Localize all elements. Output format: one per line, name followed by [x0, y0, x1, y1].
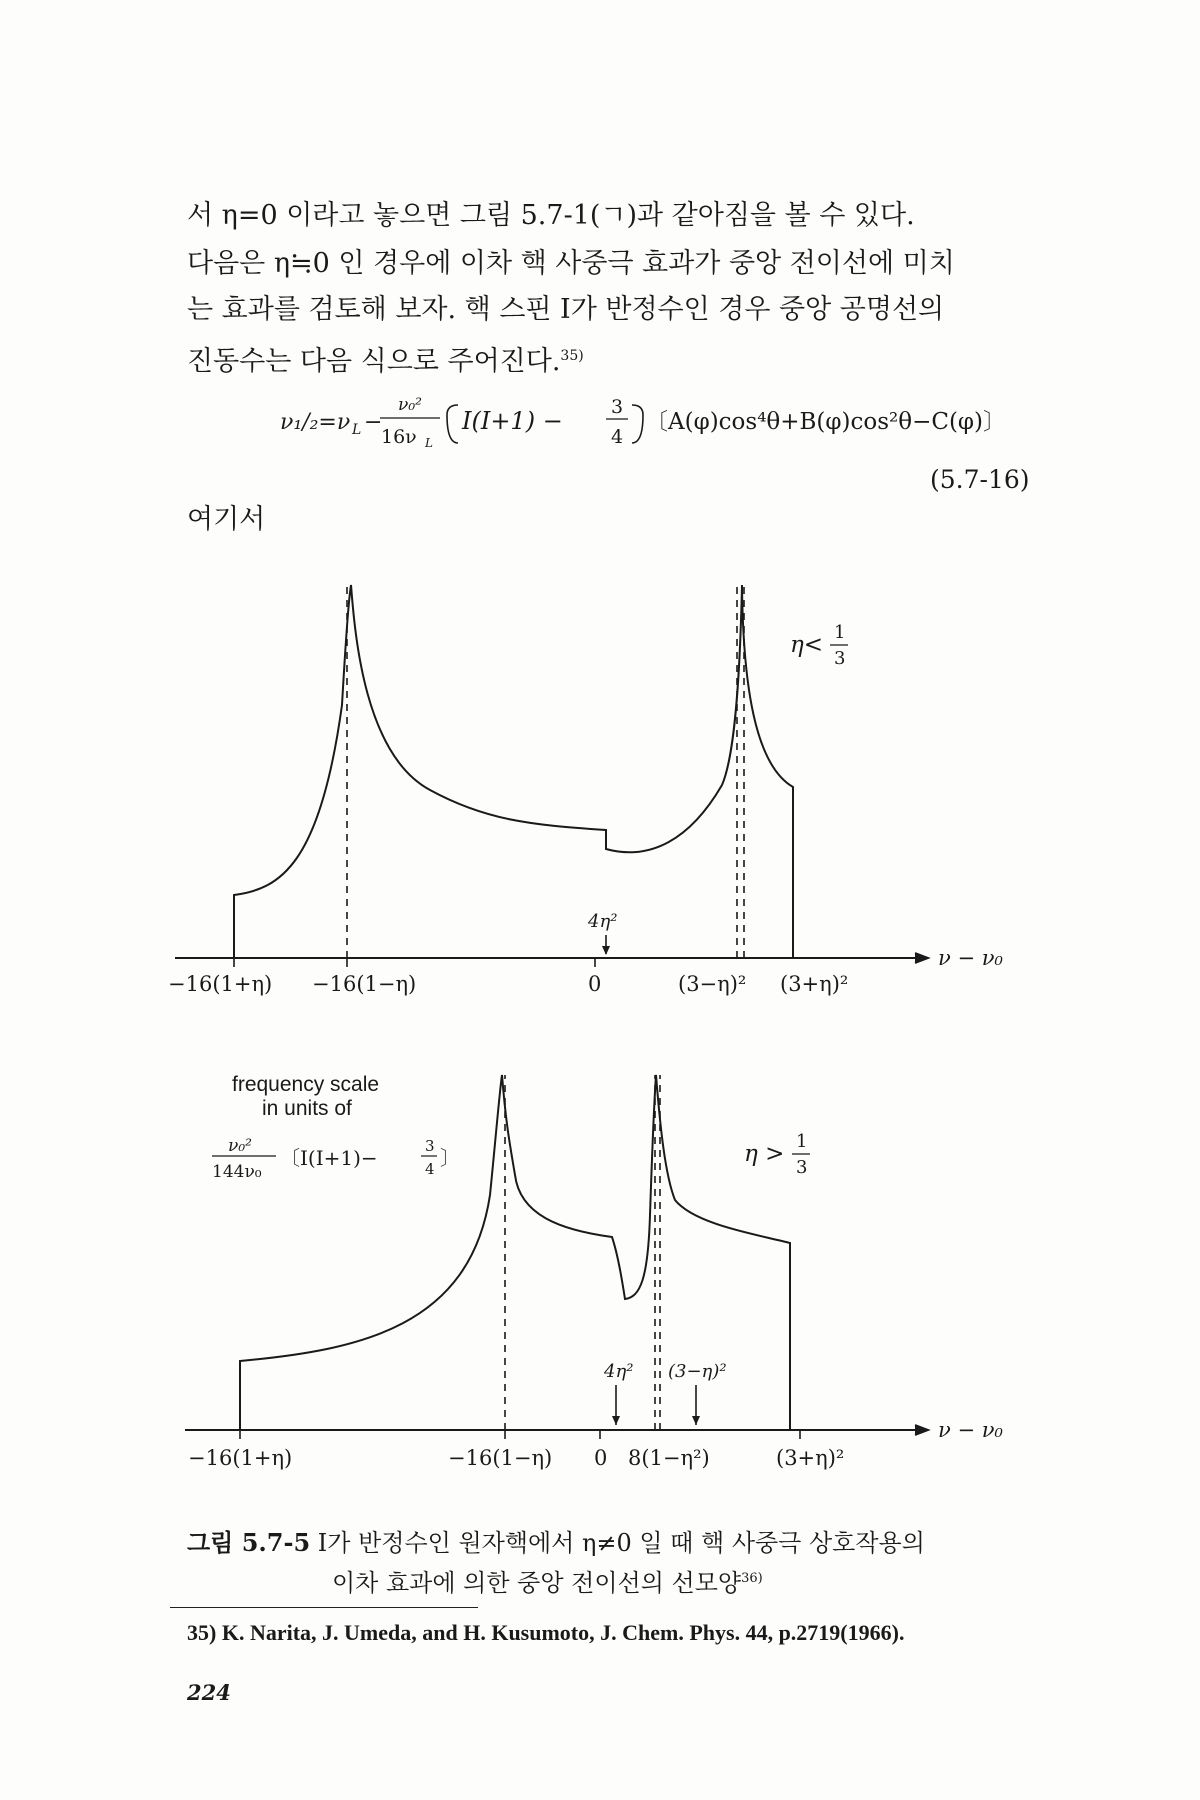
figure-bottom-annotation-0: 4η²: [604, 1361, 634, 1382]
figure-bottom-scale-close: 〕: [440, 1146, 460, 1170]
figure-bottom: [0, 1065, 1200, 1480]
equation-frac2-num: 3: [611, 396, 624, 418]
footnote-divider: [170, 1607, 478, 1608]
equation: [0, 385, 1200, 460]
figure-bottom-cond-den: 3: [796, 1157, 808, 1178]
caption-line-2-wrap: [187, 1561, 925, 1601]
equation-frac-num: ν₀²: [398, 395, 422, 415]
caption-label: 그림 5.7-5: [187, 1528, 311, 1557]
figure-bottom-tick-label-2: 0: [594, 1446, 608, 1470]
section-label: 여기서: [187, 504, 266, 535]
equation-lhs-sub: L: [352, 422, 362, 438]
caption-line-2: 이차 효과에 의한 중앙 전이선의 선모양: [332, 1569, 742, 1597]
figure-bottom-dashed-lines: [505, 1075, 660, 1430]
equation-lhs: ν₁/₂=ν: [280, 410, 351, 435]
equation-number: (5.7-16): [930, 465, 1030, 494]
figure-top-axis: [175, 953, 928, 963]
figure-top-tick-label-2: 0: [588, 972, 602, 996]
figure-top-annotation: 4η²: [588, 911, 618, 932]
figure-bottom-scale-num: ν₀²: [228, 1136, 252, 1156]
caption-line-1: I가 반정수인 원자핵에서 η≠0 일 때 핵 사중극 상호작용의: [317, 1529, 925, 1557]
figure-bottom-scale-den: 144ν₀: [212, 1162, 262, 1182]
equation-frac-den: 16ν: [381, 426, 417, 448]
figure-top-lineshape: [234, 585, 793, 958]
figure-top: [0, 575, 1200, 1005]
figure-bottom-scale-line2: in units of: [262, 1097, 352, 1120]
page-number: 224: [187, 1680, 231, 1705]
figure-caption: [187, 1525, 925, 1601]
figure-top-tick-label-1: −16(1−η): [312, 972, 417, 996]
figure-bottom-tick-label-0: −16(1+η): [188, 1446, 293, 1470]
figure-top-condition: η<: [790, 632, 824, 658]
figure-bottom-scale-line1: frequency scale: [232, 1073, 380, 1096]
equation-minus: −: [364, 410, 383, 435]
body-line-1: 서 η=0 이라고 놓으면 그림 5.7-1(ㄱ)과 같아짐을 볼 수 있다.: [187, 200, 915, 231]
body-line-3: 는 효과를 검토해 보자. 핵 스핀 I가 반정수인 경우 중앙 공명선의: [187, 294, 945, 325]
equation-frac2-den: 4: [611, 426, 624, 448]
figure-bottom-cond-num: 1: [796, 1131, 808, 1152]
figure-top-cond-num: 1: [834, 622, 846, 643]
figure-top-axis-label: ν − ν₀: [938, 946, 1003, 970]
footnote-ref-35: 35): [560, 348, 584, 364]
figure-top-tick-label-3: (3−η)²: [678, 972, 747, 996]
figure-bottom-scale-f-den: 4: [425, 1160, 435, 1178]
figure-top-tick-label-4: (3+η)²: [780, 972, 849, 996]
equation-bracket-2: 〔A(φ)cos⁴θ+B(φ)cos²θ−C(φ)〕: [645, 409, 1007, 435]
equation-frac-den-sub: L: [425, 436, 433, 450]
caption-ref: 36): [741, 1571, 763, 1586]
figure-bottom-scale-bracket: 〔I(I+1)−: [280, 1146, 378, 1170]
figure-bottom-tick-label-4: (3+η)²: [776, 1446, 845, 1470]
figure-bottom-tick-label-3: 8(1−η²): [628, 1446, 710, 1470]
figure-bottom-scale-f-num: 3: [425, 1137, 435, 1155]
figure-bottom-condition: η >: [744, 1141, 785, 1167]
figure-top-tick-label-0: −16(1+η): [168, 972, 273, 996]
footnote: 35) K. Narita, J. Umeda, and H. Kusumoto, J. Chem. Phys. 44, p.2719(1966).: [187, 1620, 905, 1645]
figure-top-cond-den: 3: [834, 648, 846, 669]
figure-top-ticks: [234, 958, 595, 967]
body-line-2: 다음은 η≒0 인 경우에 이차 핵 사중극 효과가 중앙 전이선에 미치: [187, 248, 955, 279]
figure-bottom-annotation-1: (3−η)²: [668, 1361, 727, 1382]
figure-bottom-tick-label-1: −16(1−η): [448, 1446, 553, 1470]
figure-bottom-axis-label: ν − ν₀: [938, 1418, 1003, 1442]
body-line-4-text: 진동수는 다음 식으로 주어진다.: [187, 346, 561, 377]
figure-bottom-axis: [185, 1425, 928, 1435]
figure-bottom-ticks: [240, 1430, 800, 1439]
equation-bracket-1: I(I+1) −: [462, 407, 563, 435]
body-line-4: [187, 336, 584, 382]
